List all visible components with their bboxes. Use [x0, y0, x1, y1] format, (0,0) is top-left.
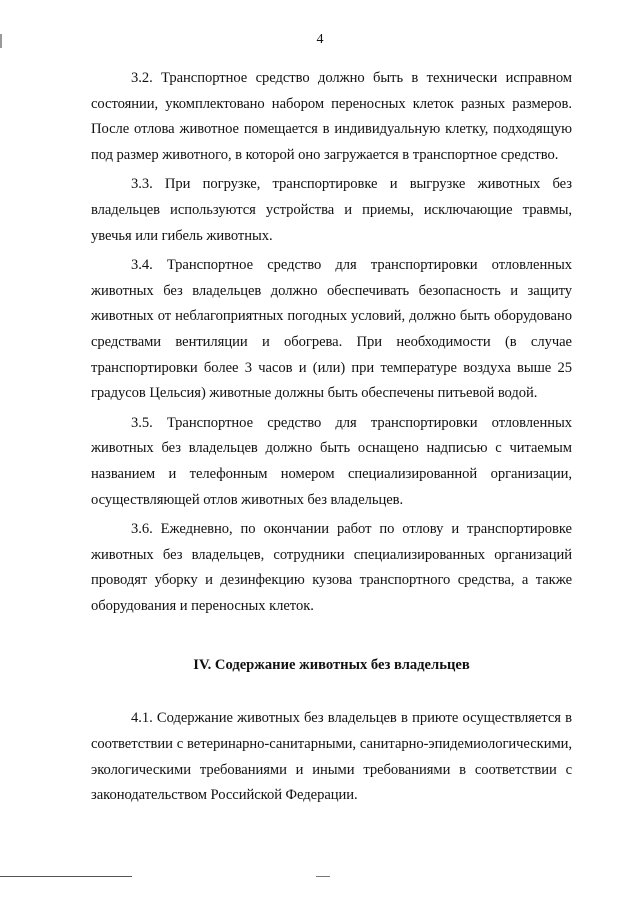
- page-number: 4: [316, 32, 324, 47]
- footnote-separator: [0, 876, 132, 877]
- footer-mark: [316, 876, 330, 877]
- paragraph-4-1: 4.1. Содержание животных без владельцев в приюте осуществляется в соответствии с ветеринарно-санитарными, санитарно-эпидемиологическими, экологическими требованиями и иными требованиями в соответствии с законодательством Российской Федерации.: [91, 710, 572, 804]
- paragraph-3-3: 3.3. При погрузке, транспортировке и выгрузке животных без владельцев используются устройства и приемы, исключающие травмы, увечья или гибель животных.: [91, 176, 572, 244]
- paragraph-3-5: 3.5. Транспортное средство для транспортировки отловленных животных без владельцев должно быть оснащено надписью с читаемым названием и телефонным номером специализированной организации, осуществляющей отлов животных без владельцев.: [91, 414, 572, 508]
- section-heading: IV. Содержание животных без владельцев: [193, 657, 470, 674]
- paragraph-3-6: 3.6. Ежедневно, по окончании работ по отлову и транспортировке животных без владельцев, сотрудники специализированных организаций проводят уборку и дезинфекцию кузова транспортного средства, а также оборудования и переносных клеток.: [91, 521, 572, 614]
- paragraph-3-2: 3.2. Транспортное средство должно быть в технически исправном состоянии, укомплектовано набором переносных клеток разных размеров. После отлова животное помещается в индивидуальную клетку, подходящую под размер животного, в которой оно загружается в транспортное средство.: [91, 70, 572, 163]
- paragraph-3-4: 3.4. Транспортное средство для транспортировки отловленных животных без владельцев должно обеспечивать безопасность и защиту животных от неблагоприятных погодных условий, должно быть оборудовано средствами вентиляции и обогрева. При необходимости (в случае транспортировки более 3 часов и (или) при температуре воздуха выше 25 градусов Цельсия) животные должны быть обеспечены питьевой водой.: [91, 257, 572, 402]
- document-body: [91, 66, 572, 813]
